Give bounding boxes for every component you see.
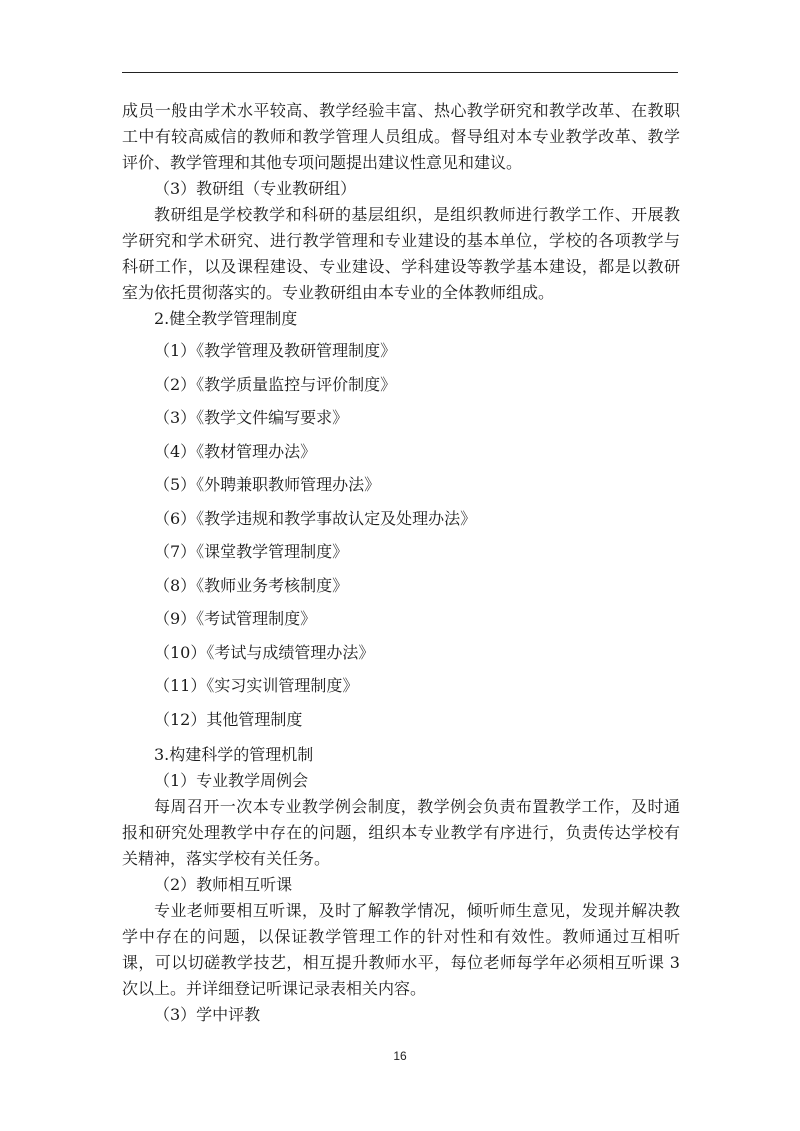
heading-management-mechanism: 3.构建科学的管理机制 bbox=[154, 745, 314, 764]
list-item: （1）《教学管理及教研管理制度》 bbox=[154, 341, 397, 360]
paragraph-peer-observation: 专业老师要相互听课，及时了解教学情况，倾听师生意见，发现并解决教学中存在的问题，以保证教学管理工作的针对性和有效性。教师通过互相听课，可以切磋教学技艺，相互提升教师水平，每位老师每学年必须相互听课 3 次以上。并详细登记听课记录表相关内容。 bbox=[122, 901, 680, 998]
list-item: （8）《教师业务考核制度》 bbox=[154, 575, 349, 595]
list-item: （5）《外聘兼职教师管理办法》 bbox=[154, 475, 381, 494]
paragraph-weekly-meeting: 每周召开一次本专业教学例会制度，教学例会负责布置教学工作，及时通报和研究处理教学中存在的问题，组织本专业教学有序进行，负责传达学校有关精神，落实学校有关任务。 bbox=[122, 797, 680, 868]
heading-student-evaluation: （3）学中评教 bbox=[154, 1005, 261, 1024]
heading-weekly-meeting: （1）专业教学周例会 bbox=[154, 771, 309, 790]
list-item: （11）《实习实训管理制度》 bbox=[154, 676, 359, 695]
paragraph-supervision-members: 成员一般由学术水平较高、教学经验丰富、热心教学研究和教学改革、在教职工中有较高威信的教师和教学管理人员组成。督导组对本专业教学改革、教学评价、教学管理和其他专项问题提出建议性意见和建议。 bbox=[122, 101, 680, 172]
list-item: （3）《教学文件编写要求》 bbox=[154, 408, 349, 427]
page-number: 16 bbox=[393, 1049, 407, 1063]
page-body bbox=[122, 98, 680, 1028]
list-item: （10）《考试与成绩管理办法》 bbox=[154, 642, 375, 662]
list-item: （12）其他管理制度 bbox=[154, 709, 303, 729]
heading-peer-observation: （2）教师相互听课 bbox=[154, 875, 293, 894]
regulation-list bbox=[122, 338, 680, 733]
list-item: （2）《教学质量监控与评价制度》 bbox=[154, 374, 397, 394]
header-rule bbox=[122, 72, 678, 73]
paragraph-teaching-research-group: 教研组是学校教学和科研的基层组织，是组织教师进行教学工作、开展教学研究和学术研究、进行教学管理和专业建设的基本单位，学校的各项教学与科研工作，以及课程建设、专业建设、学科建设等教学基本建设，都是以教研室为依托贯彻落实的。专业教研组由本专业的全体教师组成。 bbox=[122, 205, 680, 302]
list-item: （9）《考试管理制度》 bbox=[154, 609, 317, 628]
list-item: （4）《教材管理办法》 bbox=[154, 441, 317, 461]
heading-teaching-research-group: （3）教研组（专业教研组） bbox=[154, 179, 357, 198]
list-item: （6）《教学违规和教学事故认定及处理办法》 bbox=[154, 508, 477, 528]
list-item: （7）《课堂教学管理制度》 bbox=[154, 542, 349, 561]
heading-management-system: 2.健全教学管理制度 bbox=[154, 309, 298, 328]
